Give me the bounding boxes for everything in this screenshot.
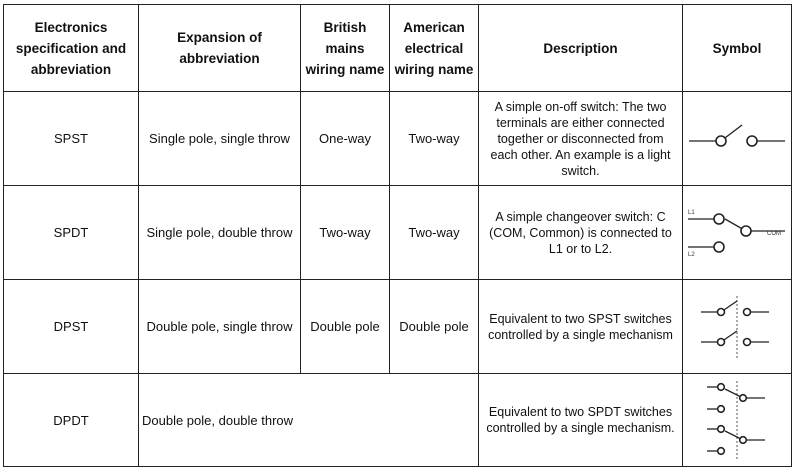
spdt-l2-label: L2 — [688, 251, 695, 258]
table-row — [4, 374, 792, 467]
abbreviation-cell: DPDT — [4, 374, 139, 467]
expansion-cell: Double pole, double throw — [139, 374, 479, 467]
expansion-cell: Double pole, single throw — [139, 280, 301, 374]
description-cell: Equivalent to two SPST switches controlled by a single mechanism — [479, 280, 683, 374]
british-name-cell: One-way — [301, 92, 390, 186]
description-cell: Equivalent to two SPDT switches controlled by a single mechanism. — [479, 374, 683, 467]
expansion-cell: Single pole, single throw — [139, 92, 301, 186]
table-row — [4, 186, 792, 280]
british-name-cell: Double pole — [301, 280, 390, 374]
table-row — [4, 280, 792, 374]
header-british-name: British mains wiring name — [301, 5, 390, 92]
spdt-com-label: COM — [767, 230, 781, 237]
spdt-l1-label: L1 — [688, 209, 695, 216]
spdt-switch-icon — [685, 203, 789, 263]
switch-types-table — [3, 4, 792, 467]
symbol-cell — [683, 280, 792, 374]
header-row — [4, 5, 792, 92]
dpdt-switch-icon — [685, 379, 789, 461]
symbol-cell — [683, 374, 792, 467]
abbreviation-cell: DPST — [4, 280, 139, 374]
description-cell: A simple changeover switch: C (COM, Common) is connected to L1 or to L2. — [479, 186, 683, 280]
dpst-switch-icon — [685, 292, 789, 362]
expansion-cell: Single pole, double throw — [139, 186, 301, 280]
header-american-name: American electrical wiring name — [390, 5, 479, 92]
british-name-cell: Two-way — [301, 186, 390, 280]
header-expansion: Expansion of abbreviation — [139, 5, 301, 92]
table-row — [4, 92, 792, 186]
header-description: Description — [479, 5, 683, 92]
american-name-cell: Double pole — [390, 280, 479, 374]
abbreviation-cell: SPST — [4, 92, 139, 186]
american-name-cell: Two-way — [390, 92, 479, 186]
american-name-cell: Two-way — [390, 186, 479, 280]
header-symbol: Symbol — [683, 5, 792, 92]
description-cell: A simple on-off switch: The two terminals are either connected together or disconnected from each other. An example is a light switch. — [479, 92, 683, 186]
symbol-cell — [683, 186, 792, 280]
spst-switch-icon — [685, 119, 789, 159]
abbreviation-cell: SPDT — [4, 186, 139, 280]
symbol-cell — [683, 92, 792, 186]
header-abbreviation: Electronics specification and abbreviation — [4, 5, 139, 92]
